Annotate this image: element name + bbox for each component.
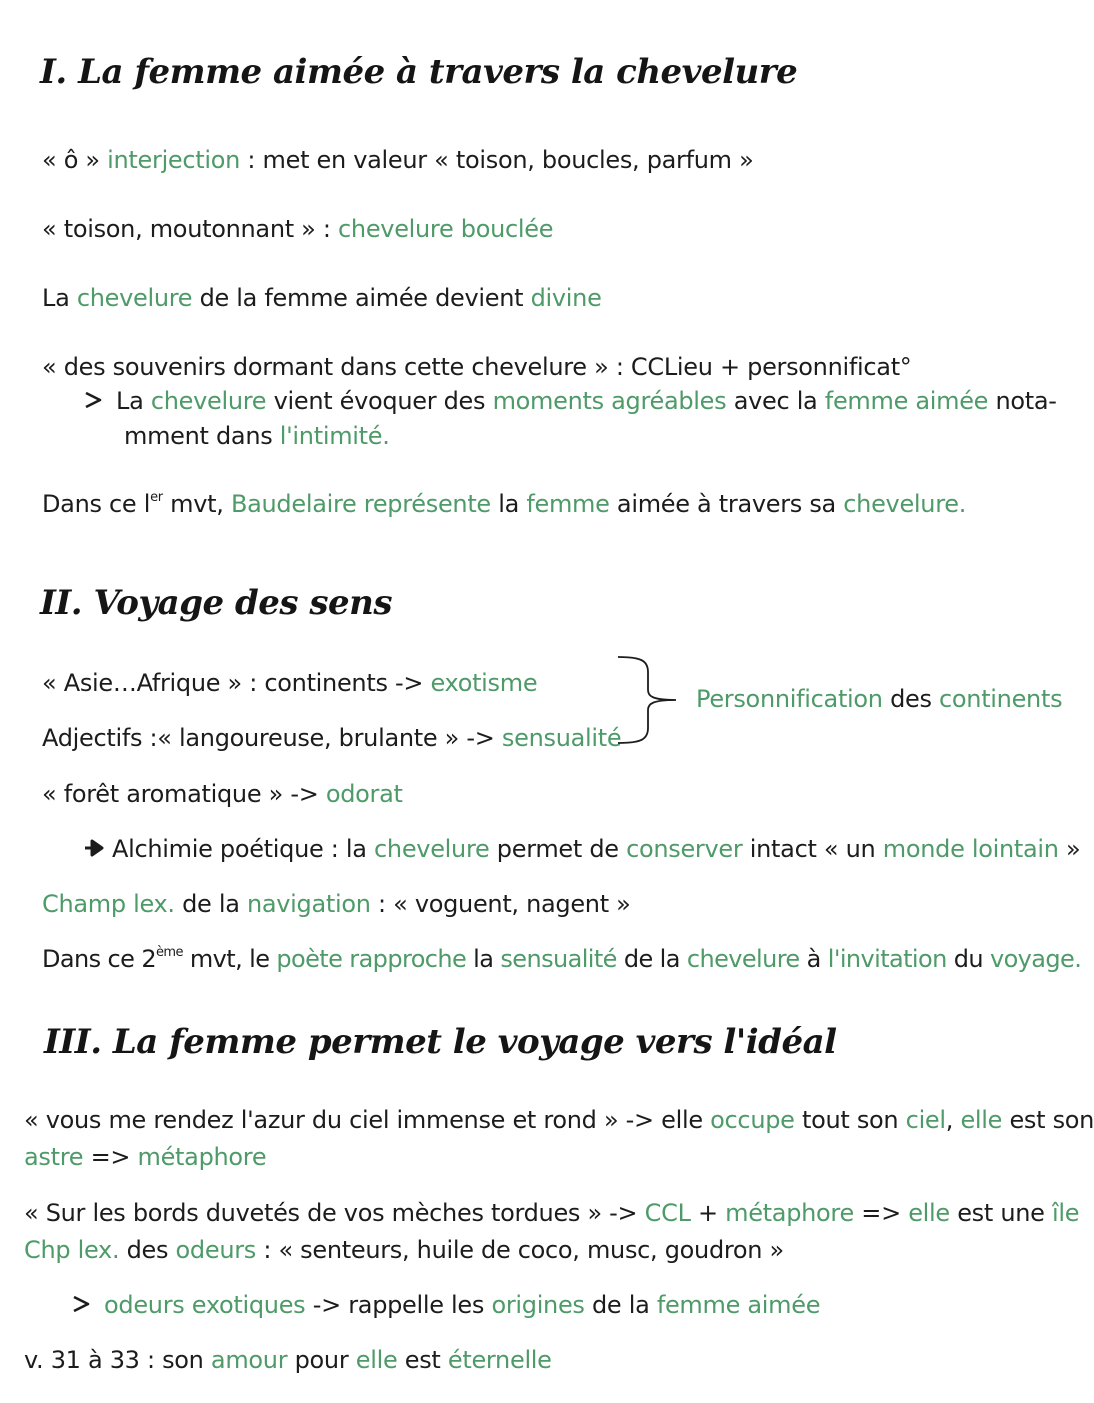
brace-note: Personnification des continents bbox=[696, 685, 1063, 713]
s1-line-7: Dans ce $l^{er}$ mvt, Baudelaire représente la femme aimée à travers sa chevelure. bbox=[42, 490, 967, 518]
section-1-title: I. La femme aimée à travers la chevelure bbox=[40, 52, 798, 92]
s2-line-3: « forêt aromatique » -> odorat bbox=[42, 780, 403, 808]
s3-line-6: v. 31 à 33 : son amour pour elle est éternelle bbox=[24, 1346, 552, 1374]
s1-line-6: mment dans l'intimité. bbox=[124, 422, 390, 450]
bullet-arrow-icon bbox=[72, 1290, 90, 1320]
section-2-title: II. Voyage des sens bbox=[40, 583, 392, 623]
s2-line-4: Alchimie poétique : la chevelure permet de conserver intact « un monde lointain » bbox=[84, 834, 1080, 864]
s3-line-4: Chp lex. des odeurs : « senteurs, huile de coco, musc, goudron » bbox=[24, 1236, 784, 1264]
s3-line-5: odeurs exotiques -> rappelle les origines de la femme aimée bbox=[72, 1290, 820, 1320]
s3-line-1: « vous me rendez l'azur du ciel immense et rond » -> elle occupe tout son ciel, elle est son bbox=[24, 1106, 1094, 1134]
s3-line-2: astre => métaphore bbox=[24, 1143, 267, 1171]
s1-line-2: « toison, moutonnant » : chevelure bouclée bbox=[42, 215, 554, 243]
s1-line-1: « ô » interjection : met en valeur « toison, boucles, parfum » bbox=[42, 146, 754, 174]
s2-line-1: « Asie…Afrique » : continents -> exotisme bbox=[42, 669, 538, 697]
bold-arrow-icon bbox=[84, 834, 102, 864]
bullet-arrow-icon bbox=[84, 386, 102, 416]
section-3-title: III. La femme permet le voyage vers l'idéal bbox=[44, 1022, 837, 1062]
s2-line-6: Dans ce 2ème mvt, le poète rapproche la sensualité de la chevelure à l'invitation du voyage. bbox=[42, 945, 1082, 973]
s2-line-5: Champ lex. de la navigation : « voguent, nagent » bbox=[42, 890, 631, 918]
s1-line-4: « des souvenirs dormant dans cette chevelure » : CCLieu + personnificat° bbox=[42, 353, 912, 381]
s3-line-3: « Sur les bords duvetés de vos mèches tordues » -> CCL + métaphore => elle est une île bbox=[24, 1199, 1080, 1227]
right-brace-icon bbox=[612, 654, 682, 746]
s1-line-5: La chevelure vient évoquer des moments agréables avec la femme aimée nota- bbox=[84, 386, 1057, 416]
s2-line-2: Adjectifs :« langoureuse, brulante » -> sensualité bbox=[42, 724, 622, 752]
s1-line-3: La chevelure de la femme aimée devient divine bbox=[42, 284, 602, 312]
